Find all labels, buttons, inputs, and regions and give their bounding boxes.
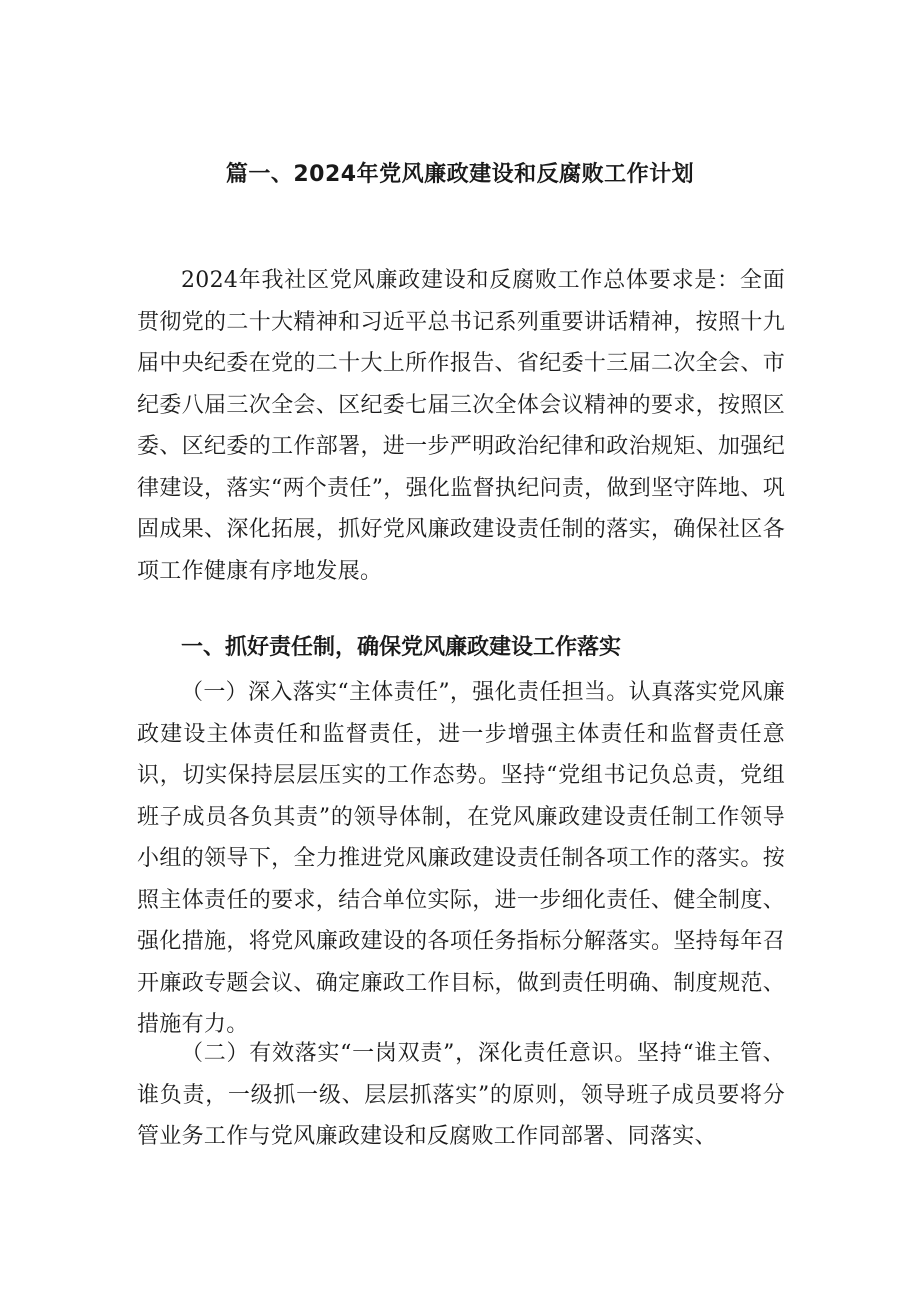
paragraph-intro: 2024年我社区党风廉政建设和反腐败工作总体要求是：全面贯彻党的二十大精神和习近平总书记系列重要讲话精神，按照十九届中央纪委在党的二十大上所作报告、省纪委十三届二次全会、市纪委八届三次全会、区纪委七届三次全体会议精神的要求，按照区委、区纪委的工作部署，进一步严明政治纪律和政治规矩、加强纪律建设，落实“两个责任”，强化监督执纪问责，做到坚守阵地、巩固成果、深化拓展，抓好党风廉政建设责任制的落实，确保社区各项工作健康有序地发展。	[137, 268, 785, 584]
document-title: 篇一、2024年党风廉政建设和反腐败工作计划	[225, 162, 695, 187]
paragraph-one-post-two-duties: （二）有效落实“一岗双责”，深化责任意识。坚持“谁主管、谁负责，一级抓一级、层层抓落实”的原则，领导班子成员要将分管业务工作与党风廉政建设和反腐败工作同部署、同落实、	[137, 1041, 785, 1149]
section-heading: 一、抓好责任制，确保党风廉政建设工作落实	[181, 635, 622, 660]
paragraph-main-responsibility: （一）深入落实“主体责任”，强化责任担当。认真落实党风廉政建设主体责任和监督责任，进一步增强主体责任和监督责任意识，切实保持层层压实的工作态势。坚持“党组书记负总责，党组班子成员各负其责”的领导体制，在党风廉政建设责任制工作领导小组的领导下，全力推进党风廉政建设责任制各项工作的落实。按照主体责任的要求，结合单位实际，进一步细化责任、健全制度、强化措施，将党风廉政建设的各项任务指标分解落实。坚持每年召开廉政专题会议、确定廉政工作目标，做到责任明确、制度规范、措施有力。	[137, 680, 785, 1037]
